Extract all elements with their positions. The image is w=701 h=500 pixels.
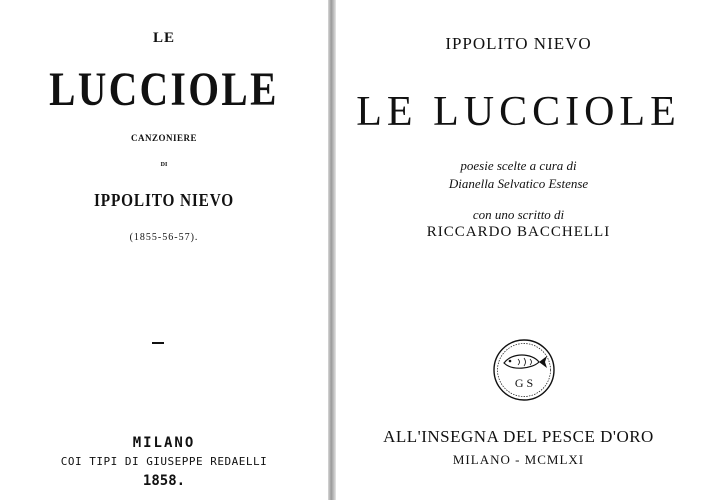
left-year: 1858. <box>142 473 186 489</box>
left-title-page <box>0 0 328 500</box>
left-title: LUCCIOLE <box>49 63 279 116</box>
publisher-seal-icon <box>492 338 556 402</box>
right-place-year: MILANO - MCMLXI <box>452 452 585 467</box>
left-printer: COI TIPI DI GIUSEPPE REDAELLI <box>60 455 268 468</box>
right-title-page <box>336 0 701 500</box>
left-author: IPPOLITO NIEVO <box>93 190 235 210</box>
left-subtitle: CANZONIERE <box>130 133 197 143</box>
left-city: MILANO <box>132 435 196 451</box>
right-description-line2: Dianella Selvatico Estense <box>448 176 589 191</box>
right-writer: RICCARDO BACCHELLI <box>426 224 611 240</box>
seal-initials: G S <box>514 376 534 390</box>
fish-icon <box>504 355 547 368</box>
left-pre-title: LE <box>152 30 175 46</box>
right-title: LE LUCCIOLE <box>356 89 681 135</box>
left-years: (1855-56-57). <box>129 232 199 243</box>
left-by: DI <box>160 162 168 168</box>
left-dash <box>152 342 164 344</box>
book-gutter <box>328 0 336 500</box>
right-publisher: ALL'INSEGNA DEL PESCE D'ORO <box>383 427 654 446</box>
right-author: IPPOLITO NIEVO <box>445 34 592 53</box>
right-writing-by: con uno scritto di <box>472 207 565 222</box>
right-description-line1: poesie scelte a cura di <box>460 158 577 173</box>
